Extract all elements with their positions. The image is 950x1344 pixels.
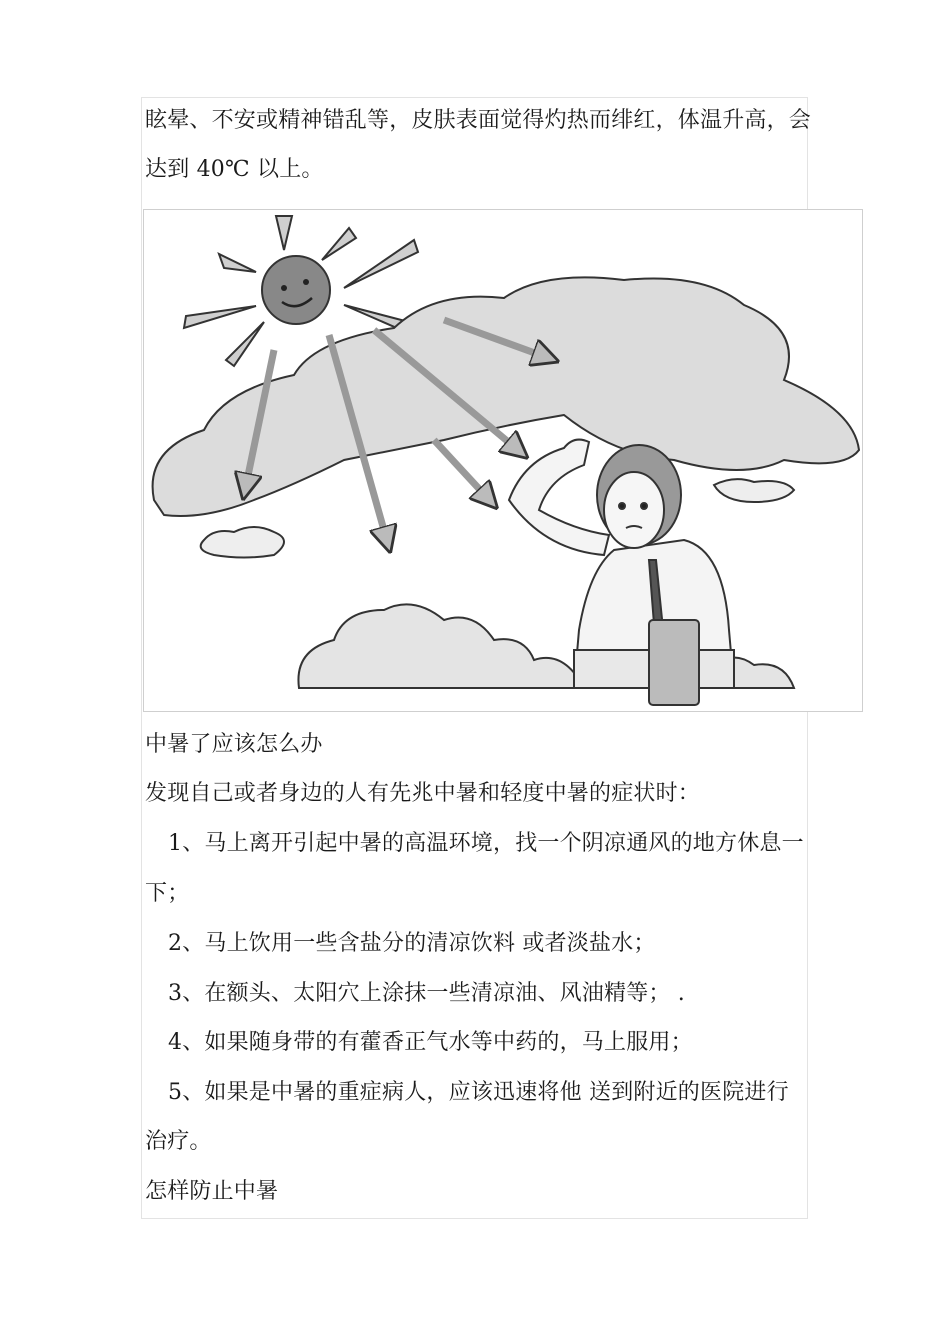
heatstroke-illustration bbox=[143, 209, 863, 712]
list-item-4: 4、如果随身带的有藿香正气水等中药的，马上服用； bbox=[168, 1030, 693, 1055]
list-item-1-line-2: 下； bbox=[145, 881, 190, 906]
list-item-5-line-1: 5、如果是中暑的重症病人，应该迅速将他 送到附近的医院进行 bbox=[168, 1080, 789, 1105]
intro-line-2: 达到 40℃ 以上。 bbox=[145, 157, 324, 182]
list-item-1-line-1: 1、马上离开引起中暑的高温环境，找一个阴凉通风的地方休息一 bbox=[168, 831, 804, 856]
section1-lead: 发现自己或者身边的人有先兆中暑和轻度中暑的症状时： bbox=[145, 781, 701, 806]
section1-heading: 中暑了应该怎么办 bbox=[145, 732, 323, 757]
list-item-5-line-2: 治疗。 bbox=[145, 1129, 212, 1154]
section2-heading: 怎样防止中暑 bbox=[145, 1179, 279, 1204]
heatstroke-illustration-icon bbox=[144, 210, 862, 711]
intro-line-1: 眩晕、不安或精神错乱等，皮肤表面觉得灼热而绯红，体温升高，会 bbox=[145, 108, 812, 133]
list-item-2: 2、马上饮用一些含盐分的清凉饮料 或者淡盐水； bbox=[168, 931, 656, 956]
list-item-3: 3、在额头、太阳穴上涂抹一些清凉油、风油精等； . bbox=[168, 981, 685, 1006]
